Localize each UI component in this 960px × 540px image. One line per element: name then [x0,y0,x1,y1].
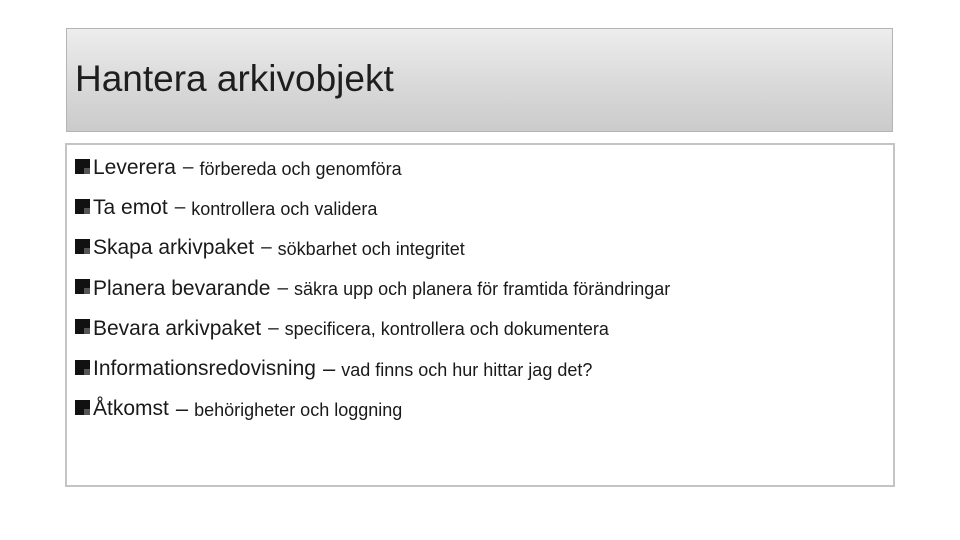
list-item [75,188,670,228]
list-item [75,148,670,188]
slide-title: Hantera arkivobjekt [75,58,394,99]
item-description: specificera, kontrollera och dokumentera [284,319,609,340]
checkbox-square-icon [75,239,90,254]
list-item [75,349,670,389]
item-description: förbereda och genomföra [199,158,402,179]
item-description: kontrollera och validera [191,198,378,219]
item-separator: – [277,277,289,299]
checkbox-square-icon [75,360,90,375]
item-separator: – [261,237,272,259]
list-item [75,269,670,309]
item-term: Informationsredovisning [93,357,316,381]
item-term: Ta emot [93,196,168,220]
item-term: Planera bevarande [93,276,271,300]
item-separator: – [175,396,189,422]
checkbox-square-icon [75,199,90,214]
item-separator: – [174,197,186,219]
item-separator: – [322,356,336,382]
bullet-list [75,148,670,429]
item-separator: – [268,317,279,339]
checkbox-square-icon [75,319,90,334]
list-item [75,389,670,429]
list-item [75,228,670,268]
item-term: Bevara arkivpaket [93,316,262,340]
item-term: Åtkomst [93,397,169,421]
title-box [66,28,893,132]
content-box [65,143,895,487]
checkbox-square-icon [75,159,90,174]
item-term: Leverera [93,156,176,180]
item-description: säkra upp och planera för framtida förändringar [294,279,671,300]
item-description: sökbarhet och integritet [277,238,465,259]
item-description: vad finns och hur hittar jag det? [341,359,593,380]
checkbox-square-icon [75,279,90,294]
item-separator: – [182,157,194,179]
item-description: behörigheter och loggning [194,399,403,420]
list-item [75,309,670,349]
checkbox-square-icon [75,400,90,415]
item-term: Skapa arkivpaket [93,236,255,260]
